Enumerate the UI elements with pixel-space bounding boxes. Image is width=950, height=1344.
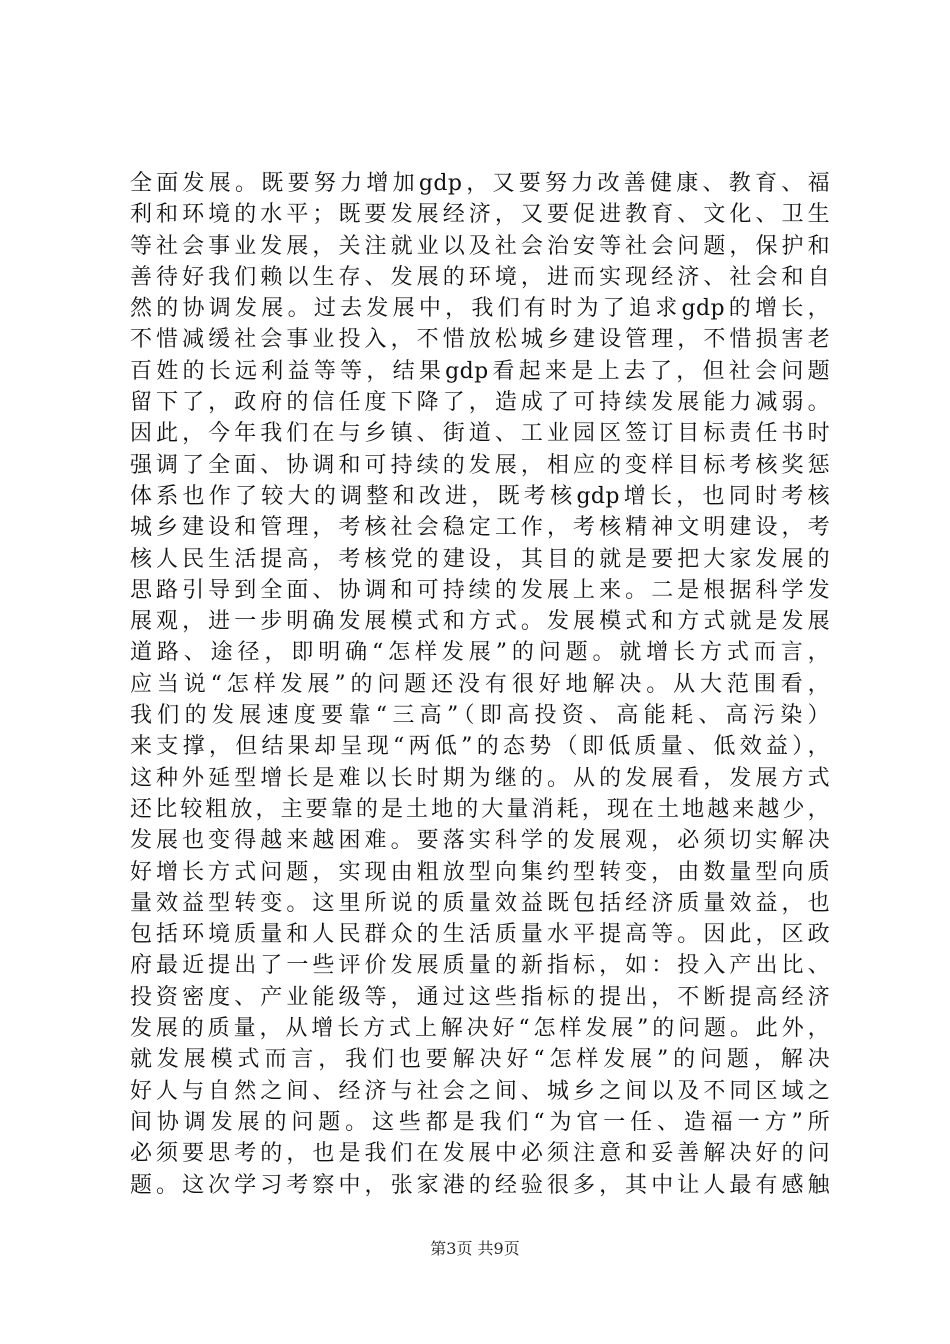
text-line: 间协调发展的问题。这些都是我们“为官一任、造福一方”所 bbox=[130, 1109, 830, 1135]
text-line: 然的协调发展。过去发展中，我们有时为了追求gdp的增长， bbox=[130, 296, 830, 322]
text-line: 核人民生活提高，考核党的建设，其目的就是要把大家发展的 bbox=[130, 546, 830, 572]
text-line: 好增长方式问题，实现由粗放型向集约型转变，由数量型向质 bbox=[130, 859, 830, 885]
text-line: 体系也作了较大的调整和改进，既考核gdp增长，也同时考核 bbox=[130, 483, 830, 509]
text-line: 发展的质量，从增长方式上解决好“怎样发展”的问题。此外， bbox=[130, 1016, 830, 1042]
text-line: 量效益型转变。这里所说的质量效益既包括经济质量效益，也 bbox=[130, 890, 830, 916]
text-line: 题。这次学习考察中，张家港的经验很多，其中让人最有感触 bbox=[130, 1172, 830, 1198]
text-line: 百姓的长远利益等等，结果gdp看起来是上去了，但社会问题 bbox=[130, 358, 830, 384]
text-line: 城乡建设和管理，考核社会稳定工作，考核精神文明建设，考 bbox=[130, 515, 830, 541]
text-line: 投资密度、产业能级等，通过这些指标的提出，不断提高经济 bbox=[130, 984, 830, 1010]
body-text bbox=[130, 168, 830, 1201]
text-line: 包括环境质量和人民群众的生活质量水平提高等。因此，区政 bbox=[130, 922, 830, 948]
text-line: 应当说“怎样发展”的问题还没有很好地解决。从大范围看， bbox=[130, 671, 830, 697]
text-line: 全面发展。既要努力增加gdp，又要努力改善健康、教育、福 bbox=[130, 171, 830, 196]
text-line: 发展也变得越来越困难。要落实科学的发展观，必须切实解决 bbox=[130, 828, 830, 854]
text-line: 留下了，政府的信任度下降了，造成了可持续发展能力减弱。 bbox=[130, 390, 830, 416]
text-line: 不惜减缓社会事业投入，不惜放松城乡建设管理，不惜损害老 bbox=[130, 327, 830, 353]
text-line: 强调了全面、协调和可持续的发展，相应的变样目标考核奖惩 bbox=[130, 452, 830, 478]
text-line: 利和环境的水平；既要发展经济，又要促进教育、文化、卫生 bbox=[130, 202, 830, 228]
text-line: 府最近提出了一些评价发展质量的新指标，如：投入产出比、 bbox=[130, 953, 830, 979]
text-line: 这种外延型增长是难以长时期为继的。从的发展看，发展方式 bbox=[130, 765, 830, 791]
text-line: 思路引导到全面、协调和可持续的发展上来。二是根据科学发 bbox=[130, 577, 830, 603]
text-line: 善待好我们赖以生存、发展的环境，进而实现经济、社会和自 bbox=[130, 264, 830, 290]
text-line: 等社会事业发展，关注就业以及社会治安等社会问题，保护和 bbox=[130, 233, 830, 259]
text-line: 来支撑，但结果却呈现“两低”的态势（即低质量、低效益）， bbox=[130, 734, 830, 760]
text-line: 好人与自然之间、经济与社会之间、城乡之间以及不同区域之 bbox=[130, 1078, 830, 1104]
text-line: 道路、途径，即明确“怎样发展”的问题。就增长方式而言， bbox=[130, 640, 830, 666]
text-line: 必须要思考的，也是我们在发展中必须注意和妥善解决好的问 bbox=[130, 1141, 830, 1167]
text-line: 我们的发展速度要靠“三高”（即高投资、高能耗、高污染） bbox=[130, 703, 830, 729]
text-line: 就发展模式而言，我们也要解决好“怎样发展”的问题，解决 bbox=[130, 1047, 830, 1073]
text-line: 展观，进一步明确发展模式和方式。发展模式和方式就是发展 bbox=[130, 609, 830, 635]
text-line: 还比较粗放，主要靠的是土地的大量消耗，现在土地越来越少， bbox=[130, 796, 830, 822]
text-line: 因此，今年我们在与乡镇、街道、工业园区签订目标责任书时 bbox=[130, 421, 830, 447]
page-number-footer: 第3页 共9页 bbox=[430, 1239, 520, 1258]
